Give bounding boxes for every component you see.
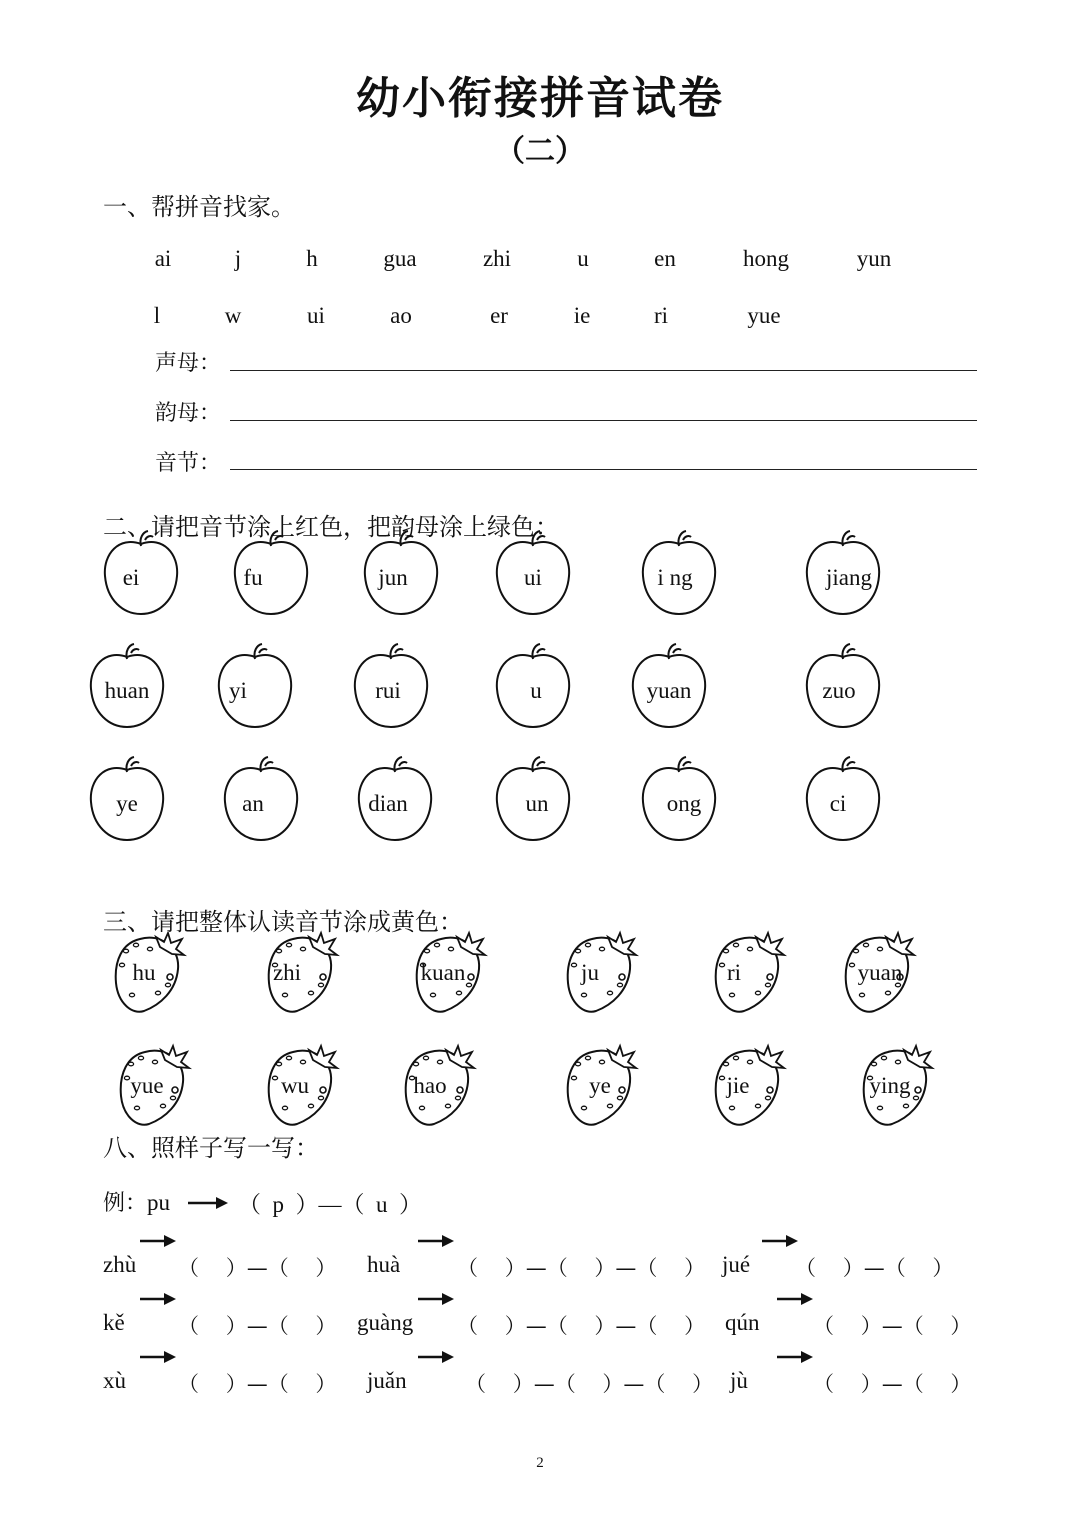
- apple-label: an: [242, 791, 264, 816]
- exercise-word: huà: [367, 1252, 401, 1277]
- pinyin-item: er: [490, 303, 508, 328]
- pinyin-item: u: [577, 246, 589, 271]
- right-arrow-icon: [762, 1234, 798, 1248]
- strawberry-item[interactable]: [710, 1042, 790, 1130]
- apple-label: jiang: [826, 565, 872, 590]
- answer-blanks[interactable]: （ ）—（ ）—（ ）: [457, 1314, 706, 1338]
- right-arrow-icon: [777, 1292, 813, 1306]
- strawberry-label: ye: [589, 1073, 611, 1098]
- section1-heading: 一、帮拼音找家。: [103, 193, 295, 221]
- pinyin-item: ui: [307, 303, 325, 328]
- apple-item[interactable]: [803, 530, 883, 618]
- strawberry-label: hu: [132, 960, 156, 985]
- strawberry-item[interactable]: [562, 1042, 642, 1130]
- right-arrow-icon: [188, 1196, 228, 1210]
- answer-blanks[interactable]: （ ）—（ ）: [178, 1314, 337, 1338]
- apple-item[interactable]: [101, 530, 181, 618]
- exercise-word: xù: [103, 1368, 126, 1393]
- example-answer: （ p ）—（ u ）: [238, 1192, 422, 1217]
- section8-heading: 八、照样子写一写：: [103, 1134, 319, 1162]
- apple-label: zuo: [822, 678, 856, 703]
- strawberry-item[interactable]: [562, 929, 642, 1017]
- apple-item[interactable]: [639, 756, 719, 844]
- apple-label: ye: [116, 791, 138, 816]
- strawberry-item[interactable]: [263, 1042, 343, 1130]
- label-yinjie: 音节：: [155, 451, 222, 476]
- pinyin-item: ie: [573, 303, 591, 328]
- pinyin-item: ai: [154, 246, 172, 271]
- exercise-word: zhù: [103, 1252, 137, 1277]
- exercise-word: qún: [725, 1310, 760, 1335]
- page-subtitle: （二）: [495, 134, 585, 169]
- pinyin-item: yue: [747, 303, 781, 328]
- apple-item[interactable]: [87, 643, 167, 731]
- exercise-word: jù: [730, 1368, 748, 1393]
- apple-item[interactable]: [231, 530, 311, 618]
- right-arrow-icon: [777, 1350, 813, 1364]
- exercise-word: kě: [103, 1310, 125, 1335]
- apple-label: dian: [368, 791, 408, 816]
- strawberry-label: zhi: [272, 960, 302, 985]
- apple-icon: [101, 530, 181, 618]
- label-shengmu: 声母：: [155, 351, 222, 376]
- strawberry-item[interactable]: [710, 929, 790, 1017]
- apple-label: fu: [243, 565, 263, 590]
- answer-blanks[interactable]: （ ）—（ ）: [813, 1372, 972, 1396]
- pinyin-item: hong: [743, 246, 789, 271]
- strawberry-label: yue: [130, 1073, 164, 1098]
- strawberry-item[interactable]: [263, 929, 343, 1017]
- strawberry-label: yuan: [857, 960, 903, 985]
- apple-item[interactable]: [629, 643, 709, 731]
- pinyin-item: ao: [390, 303, 412, 328]
- answer-line-yinjie[interactable]: [230, 469, 977, 470]
- answer-line-shengmu[interactable]: [230, 370, 977, 371]
- strawberry-label: ri: [726, 960, 742, 985]
- strawberry-icon: [710, 1042, 790, 1130]
- strawberry-item[interactable]: [400, 1042, 480, 1130]
- strawberry-label: ying: [869, 1073, 911, 1098]
- strawberry-item[interactable]: [110, 929, 190, 1017]
- pinyin-item: j: [234, 246, 242, 271]
- apple-label: ong: [666, 791, 702, 816]
- apple-label: jun: [378, 565, 408, 590]
- apple-item[interactable]: [221, 756, 301, 844]
- pinyin-item: en: [654, 246, 676, 271]
- apple-label: un: [525, 791, 549, 816]
- apple-label: ei: [122, 565, 140, 590]
- right-arrow-icon: [140, 1234, 176, 1248]
- pinyin-item: yun: [856, 246, 892, 271]
- apple-label: rui: [375, 678, 401, 703]
- page-title: 幼小衔接拼音试卷: [356, 73, 724, 124]
- example-row: [103, 1186, 170, 1217]
- apple-label: ui: [524, 565, 542, 590]
- apple-item[interactable]: [215, 643, 295, 731]
- section3-heading: 三、请把整体认读音节涂成黄色：: [103, 908, 463, 936]
- strawberry-item[interactable]: [858, 1042, 938, 1130]
- right-arrow-icon: [418, 1292, 454, 1306]
- apple-item[interactable]: [355, 756, 435, 844]
- apple-item[interactable]: [639, 530, 719, 618]
- pinyin-item: w: [224, 303, 242, 328]
- apple-item[interactable]: [87, 756, 167, 844]
- strawberry-item[interactable]: [115, 1042, 195, 1130]
- right-arrow-icon: [418, 1234, 454, 1248]
- strawberry-label: wu: [280, 1073, 310, 1098]
- right-arrow-icon: [140, 1292, 176, 1306]
- strawberry-icon: [562, 929, 642, 1017]
- answer-blanks[interactable]: （ ）—（ ）: [813, 1314, 972, 1338]
- apple-item[interactable]: [493, 643, 573, 731]
- answer-blanks[interactable]: （ ）—（ ）: [178, 1256, 337, 1280]
- pinyin-item: zhi: [482, 246, 512, 271]
- pinyin-item: gua: [383, 246, 417, 271]
- apple-item[interactable]: [493, 530, 573, 618]
- pinyin-item: ri: [653, 303, 669, 328]
- answer-blanks[interactable]: （ ）—（ ）: [795, 1256, 954, 1280]
- strawberry-label: ju: [581, 960, 599, 985]
- strawberry-label: kuan: [420, 960, 466, 985]
- strawberry-icon: [710, 929, 790, 1017]
- example-prefix: 例：: [103, 1191, 148, 1216]
- section2-heading: 二、请把音节涂上红色，把韵母涂上绿色：: [103, 513, 559, 541]
- apple-item[interactable]: [803, 643, 883, 731]
- exercise-word: juǎn: [367, 1368, 407, 1393]
- right-arrow-icon: [418, 1350, 454, 1364]
- apple-label: huan: [104, 678, 150, 703]
- apple-label: yi: [229, 678, 247, 703]
- right-arrow-icon: [140, 1350, 176, 1364]
- apple-item[interactable]: [803, 756, 883, 844]
- pinyin-item: l: [153, 303, 161, 328]
- answer-blanks[interactable]: （ ）—（ ）—（ ）: [457, 1256, 706, 1280]
- pinyin-item: h: [306, 246, 318, 271]
- apple-label: yuan: [646, 678, 692, 703]
- apple-item[interactable]: [351, 643, 431, 731]
- strawberry-label: hao: [413, 1073, 447, 1098]
- example-word: pu: [147, 1190, 171, 1215]
- apple-label: ci: [829, 791, 847, 816]
- apple-icon: [215, 643, 295, 731]
- answer-line-yunmu[interactable]: [230, 420, 977, 421]
- answer-blanks[interactable]: （ ）—（ ）—（ ）: [465, 1372, 714, 1396]
- label-yunmu: 韵母：: [155, 401, 222, 426]
- exercise-word: jué: [722, 1252, 751, 1277]
- answer-blanks[interactable]: （ ）—（ ）: [178, 1372, 337, 1396]
- apple-label: u: [530, 678, 542, 703]
- apple-item[interactable]: [493, 756, 573, 844]
- apple-label: i ng: [657, 565, 693, 590]
- strawberry-item[interactable]: [411, 929, 491, 1017]
- strawberry-item[interactable]: [840, 929, 920, 1017]
- strawberry-label: jie: [726, 1073, 750, 1098]
- apple-item[interactable]: [361, 530, 441, 618]
- page-number: 2: [536, 1455, 544, 1471]
- exercise-word: guàng: [357, 1310, 414, 1335]
